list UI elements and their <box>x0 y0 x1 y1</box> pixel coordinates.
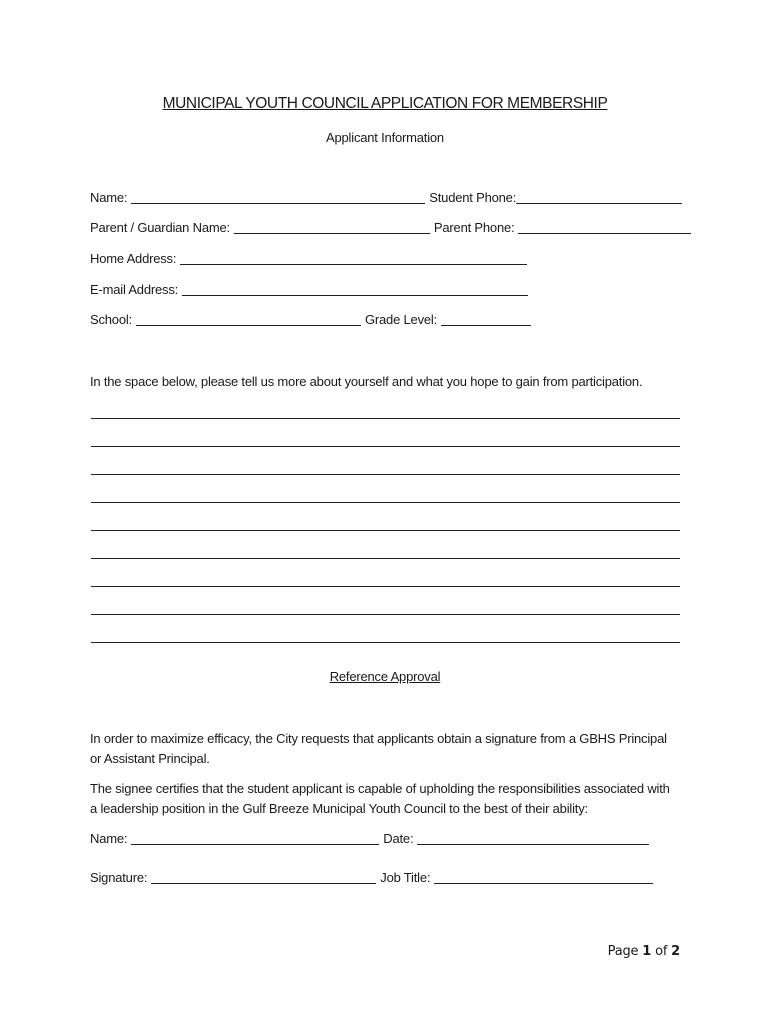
name-label: Name: <box>90 190 128 205</box>
row-name-phone <box>90 189 682 207</box>
email-address-label: E-mail Address: <box>90 282 179 297</box>
row-email-address <box>90 281 528 299</box>
essay-line[interactable] <box>91 446 680 447</box>
parent-phone-field[interactable] <box>518 219 691 234</box>
reference-name-field[interactable] <box>131 830 379 845</box>
page-number <box>608 944 680 959</box>
guardian-name-field[interactable] <box>234 219 430 234</box>
essay-line[interactable] <box>91 586 680 587</box>
reference-date-field[interactable] <box>417 830 649 845</box>
page-word: Page <box>607 944 639 959</box>
row-school-grade <box>90 311 531 329</box>
reference-paragraph-2: The signee certifies that the student applicant is capable of upholding the responsibilities associated with a leadership position in the Gulf Breeze Municipal Youth Council to the best of their ability: <box>90 781 670 816</box>
grade-level-field[interactable] <box>441 311 531 326</box>
email-address-field[interactable] <box>182 281 528 296</box>
essay-line[interactable] <box>91 530 680 531</box>
row-home-address <box>90 250 527 268</box>
essay-line[interactable] <box>91 642 680 643</box>
essay-line[interactable] <box>91 418 680 419</box>
reference-date-label: Date: <box>383 831 414 846</box>
essay-line[interactable] <box>91 614 680 615</box>
essay-prompt: In the space below, please tell us more about yourself and what you hope to gain from participation. <box>90 374 643 389</box>
document-title: MUNICIPAL YOUTH COUNCIL APPLICATION FOR MEMBERSHIP <box>162 95 608 112</box>
of-word: of <box>655 944 668 959</box>
name-field[interactable] <box>131 189 425 204</box>
total-pages: 2 <box>671 944 680 959</box>
current-page: 1 <box>642 944 652 959</box>
signature-field[interactable] <box>151 869 376 884</box>
essay-line[interactable] <box>91 558 680 559</box>
school-label: School: <box>90 312 132 327</box>
row-reference-name-date <box>90 830 649 848</box>
reference-paragraph-1: In order to maximize efficacy, the City requests that applicants obtain a signature from a GBHS Principal or Assistant Principal. <box>90 731 667 766</box>
guardian-name-label: Parent / Guardian Name: <box>90 220 230 235</box>
section-applicant-information: Applicant Information <box>326 130 444 145</box>
parent-phone-label: Parent Phone: <box>433 220 515 235</box>
signature-label: Signature: <box>90 870 148 885</box>
job-title-label: Job Title: <box>380 870 431 885</box>
grade-level-label: Grade Level: <box>364 312 438 327</box>
reference-name-label: Name: <box>90 831 128 846</box>
student-phone-label: Student Phone: <box>429 190 517 205</box>
essay-line[interactable] <box>91 474 680 475</box>
home-address-field[interactable] <box>180 250 527 265</box>
row-guardian-phone <box>90 219 691 237</box>
row-signature-job-title <box>90 869 653 887</box>
reference-approval-heading: Reference Approval <box>329 669 441 684</box>
school-field[interactable] <box>136 311 361 326</box>
job-title-field[interactable] <box>434 869 653 884</box>
student-phone-field[interactable] <box>516 189 682 204</box>
essay-line[interactable] <box>91 502 680 503</box>
home-address-label: Home Address: <box>90 251 177 266</box>
